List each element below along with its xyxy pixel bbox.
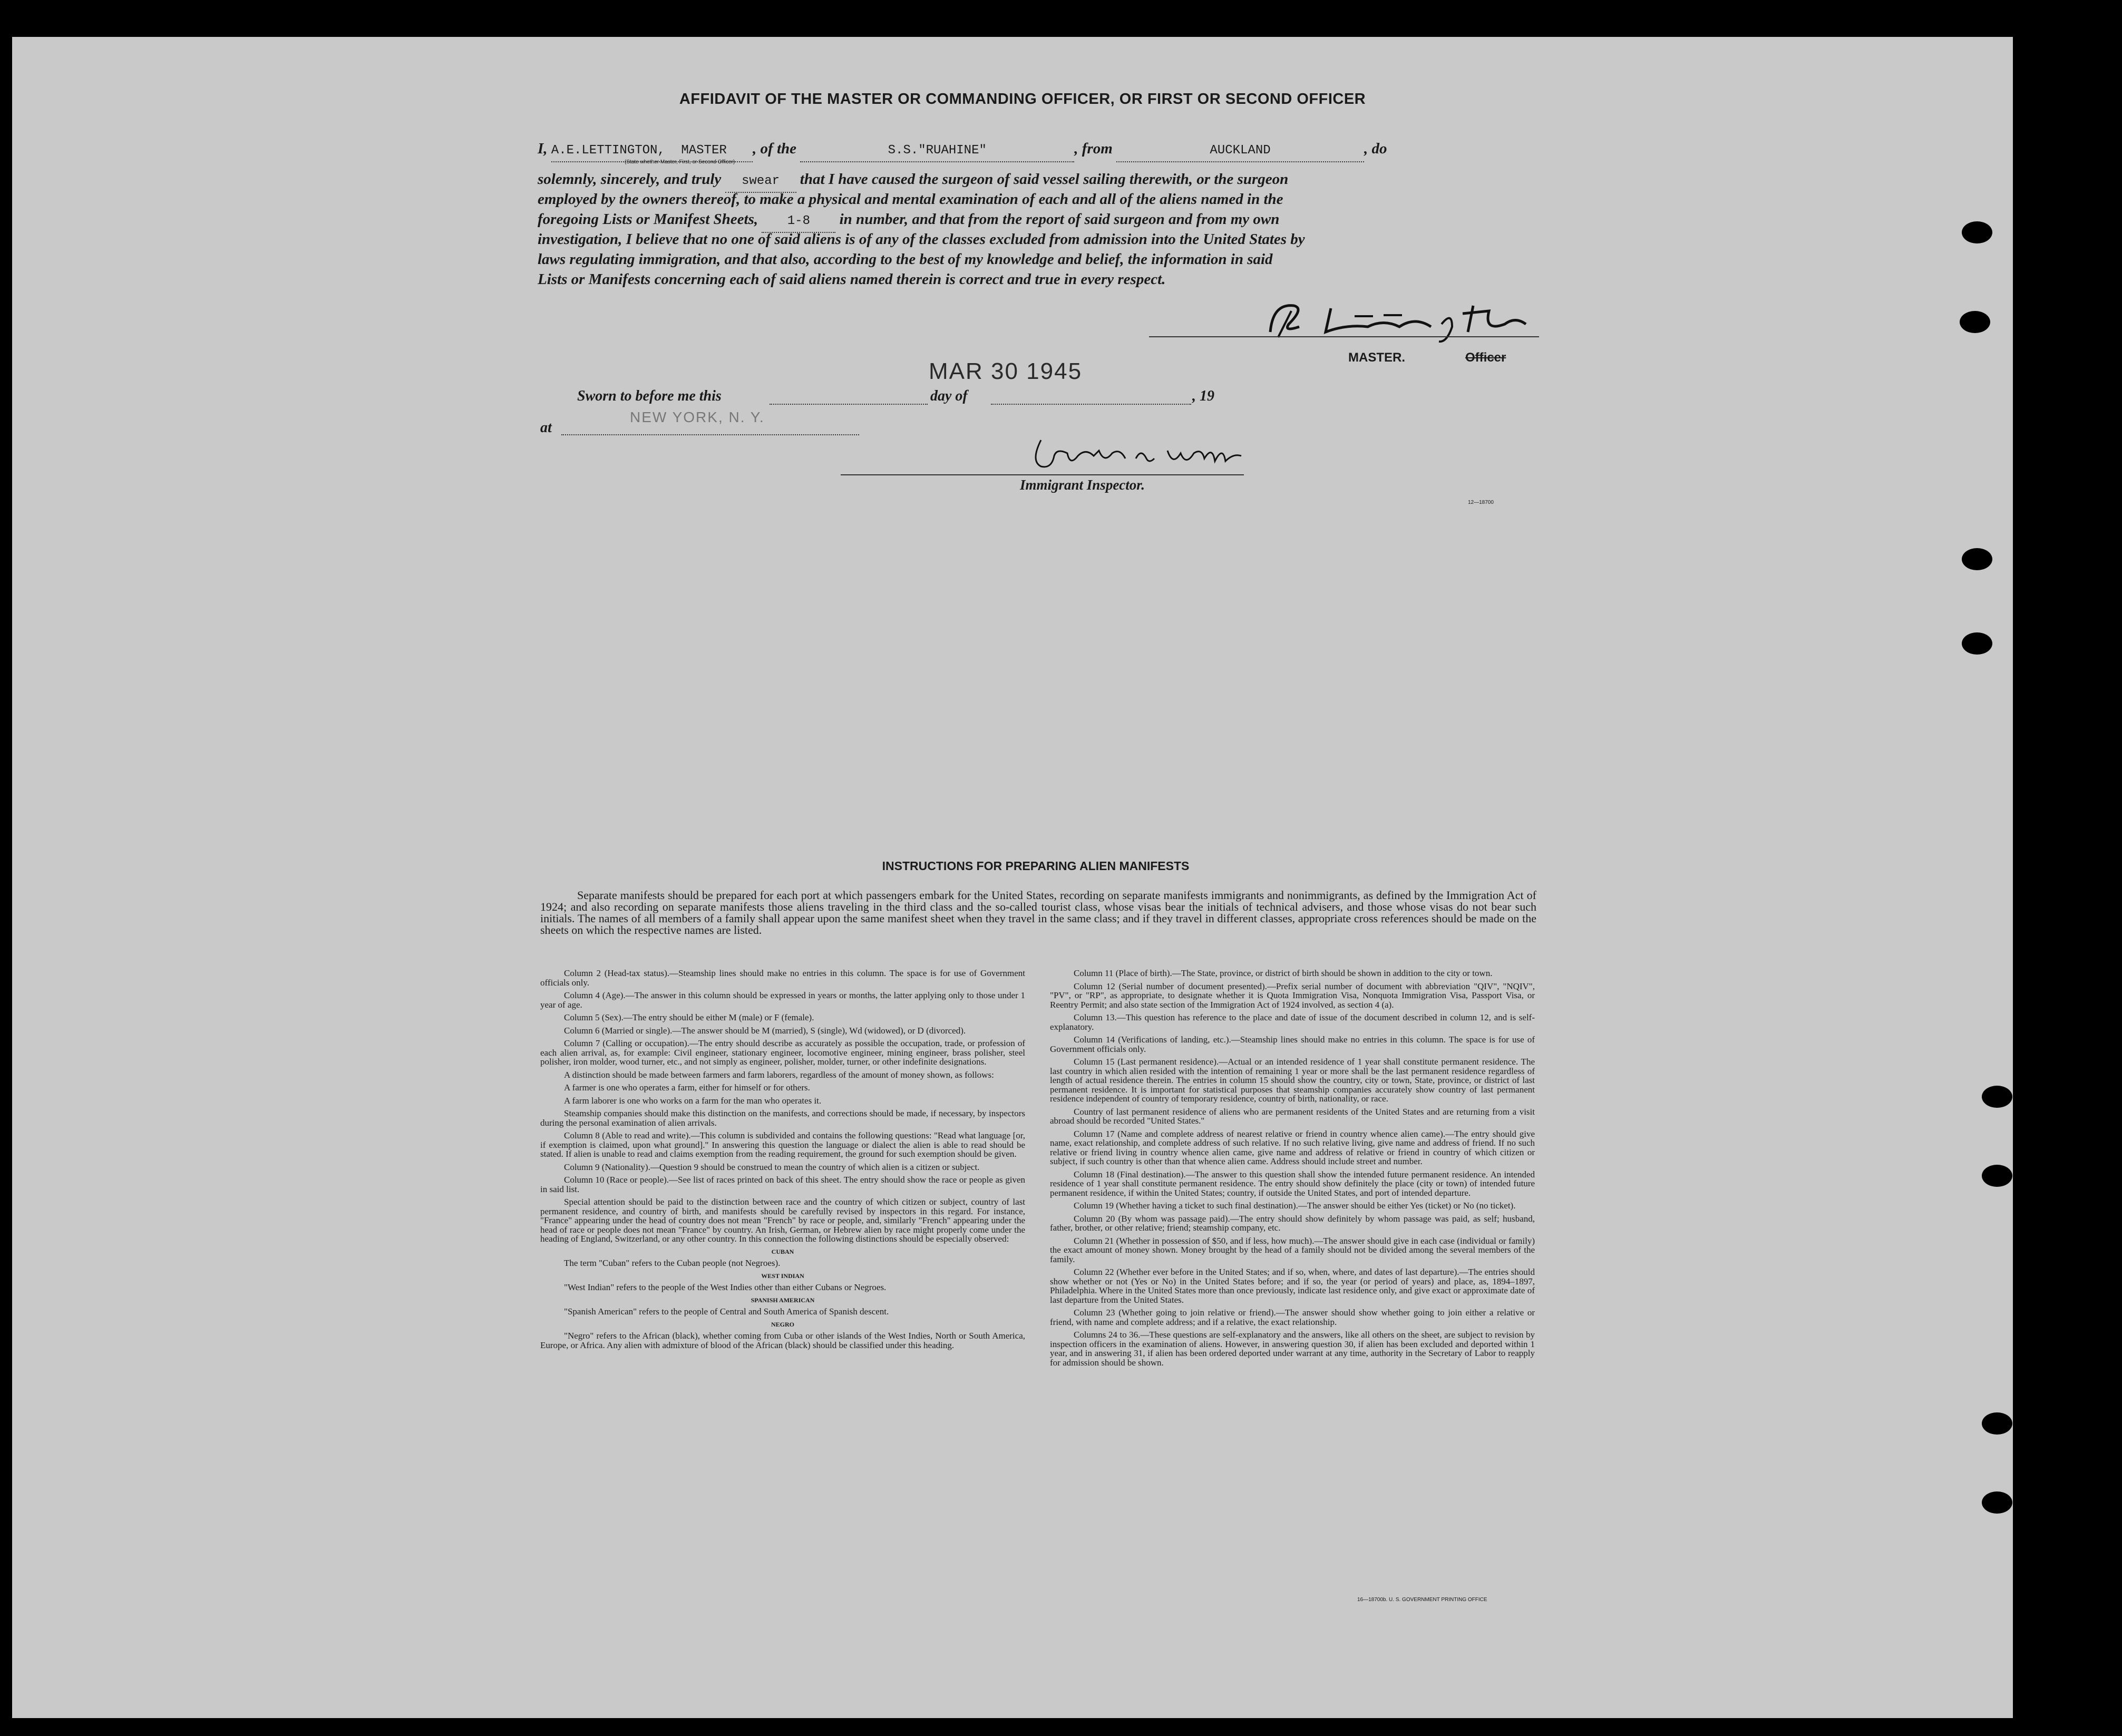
instruction-paragraph: Steamship companies should make this distinction on the manifests, and corrections should be made, if necessary, by inspectors during the personal examination of alien arrivals. [540, 1108, 1025, 1128]
affidavit-text: solemnly, sincerely, and truly [538, 171, 722, 188]
affidavit-text: that I have caused the surgeon of said vessel sailing therewith, or the surgeon [800, 171, 1289, 188]
binder-hole [1982, 1086, 2012, 1108]
affidavit-line-3: employed by the owners thereof, to make a physical and mental examination of each and all of the aliens named in the [538, 191, 1283, 208]
affidavit-text: , from [1074, 140, 1113, 157]
inspector-signature-line [841, 474, 1244, 475]
signature-line [1149, 336, 1539, 337]
instructions-left-column [540, 969, 1025, 1353]
affidavit-text: foregoing Lists or Manifest Sheets, [538, 211, 758, 228]
instruction-paragraph: Column 14 (Verifications of landing, etc.).—Steamship lines should make no entries in this column. The space is for use of Government officials only. [1050, 1035, 1535, 1054]
instructions-intro: Separate manifests should be prepared for each port at which passengers embark for the United States, recording on separate manifests immigrants and nonimmigrants, as defined by the Immigration Act of 1924; and also recording on separate manifests those aliens traveling in the third class and the so-called tourist class, whose visas bear the initials of technical advisers, and those whose visas do not bear such initials. The names of all members of a family shall appear upon the same manifest sheet when they travel in the same class; and if they travel in different classes, appropriate cross references should be made on the sheets on which the respective names are listed. [540, 889, 1536, 937]
departure-port: AUCKLAND [1116, 140, 1364, 162]
binder-hole [1962, 221, 1992, 243]
affidavit-title: AFFIDAVIT OF THE MASTER OR COMMANDING OFFICER, OR FIRST OR SECOND OFFICER [679, 91, 1366, 108]
rank-caption: (State whether Master, First, or Second Officer) [625, 159, 735, 165]
place-stamp: NEW YORK, N. Y. [630, 409, 765, 425]
affidavit-line-7: Lists or Manifests concerning each of said aliens named therein is correct and true in every respect. [538, 271, 1166, 288]
instruction-paragraph: Column 18 (Final destination).—The answer to this question shall show the intended future permanent residence. An intended residence of 1 year shall constitute permanent residence. The entry should show definitely the place (city or town) of intended future permanent residence, if within the United States; country, if outside the United States, and port of intended departure. [1050, 1169, 1535, 1198]
spanish-american-paragraph: "Spanish American" refers to the people of Central and South America of Spanish descent. [564, 1306, 889, 1316]
instruction-paragraph: Column 13.—This question has reference to the place and date of issue of the document described in column 12, and is self-explanatory. [1050, 1012, 1535, 1032]
instruction-paragraph: A farm laborer is one who works on a farm for the man who operates it. [564, 1095, 822, 1106]
instruction-paragraph: Column 12 (Serial number of document presented).—Prefix serial number of document with abbreviation "QIV", "NQIV", "PV", or "RP", as appropriate, to designate whether it is Quota Immigration Visa, Nonquota Immigration Visa, Passport Visa, or Reentry Permit; and also state section of the Immigration Act of 1924 involved, as section 4 (a). [1050, 981, 1535, 1010]
instruction-paragraph: Column 9 (Nationality).—Question 9 should be construed to mean the country of which alien is a citizen or subject. [564, 1162, 980, 1172]
binder-hole [1982, 1412, 2012, 1435]
instruction-paragraph: Column 20 (By whom was passage paid).—The entry should show definitely by whom passage was paid, as self; husband, father, brother, or other relative; friend; steamship company, etc. [1050, 1213, 1535, 1233]
vessel-name: S.S."RUAHINE" [800, 140, 1074, 162]
instructions-title: INSTRUCTIONS FOR PREPARING ALIEN MANIFESTS [882, 859, 1190, 873]
instruction-paragraph: Column 11 (Place of birth).—The State, province, or district of birth should be shown in addition to the city or town. [1074, 968, 1493, 978]
inspector-label: Immigrant Inspector. [1020, 477, 1145, 493]
instruction-paragraph: Column 7 (Calling or occupation).—The entry should describe as accurately as possible the occupation, trade, or profession of each alien arrival, as, for example: Civil engineer, stationary engineer, locomotive engineer, mining engineer, brass polisher, steel polisher, iron molder, wood turner, etc., and not simply as engineer, polisher, molder, turner, or other indefinite designations. [540, 1038, 1025, 1067]
master-name: A.E.LETTINGTON, [551, 140, 651, 162]
form-code: 12—18700 [1468, 500, 1494, 505]
sworn-month-field [991, 404, 1191, 405]
date-stamp: MAR 30 1945 [929, 358, 1083, 384]
instruction-paragraph: Column 8 (Able to read and write).—This column is subdivided and contains the following questions: "Read what language [or, if exemption is claimed, upon what ground]." In answering this question the language or dialect the alien is able to read should be stated. If alien is unable to read and claims exemption from the reading requirement, the ground for such exemption should be given. [540, 1130, 1025, 1159]
master-label: MASTER. [1348, 350, 1405, 365]
oath-type: swear [725, 171, 796, 193]
officer-rank: MASTER [655, 140, 753, 162]
instruction-paragraph: Column 23 (Whether going to join relative or friend).—The answer should show whether going to join either a relative or friend, with name and complete address; and if a relative, the exact relationship. [1050, 1308, 1535, 1327]
affidavit-text: , do [1364, 140, 1387, 157]
instruction-paragraph: Column 6 (Married or single).—The answer should be M (married), S (single), Wd (widowed), or D (divorced). [564, 1025, 966, 1036]
west-indian-paragraph: "West Indian" refers to the people of the West Indies other than either Cubans or Negroes. [564, 1282, 887, 1292]
spanish-american-heading: SPANISH AMERICAN [751, 1296, 815, 1304]
binder-hole [1982, 1491, 2012, 1514]
binder-hole [1982, 1165, 2012, 1187]
at-label: at [540, 420, 552, 436]
cuban-heading: CUBAN [771, 1247, 794, 1255]
negro-paragraph: "Negro" refers to the African (black), whether coming from Cuba or other islands of the West Indies, North or South America, Europe, or Africa. Any alien with admixture of blood of the African (black) should be classified under this heading. [540, 1331, 1025, 1350]
instruction-paragraph: Column 15 (Last permanent residence).—Actual or an intended residence of 1 year shall constitute permanent residence. The last country in which alien resided with the intention of remaining 1 year or more shall be the last permanent residence regardless of length of actual residence therein. The entries in column 15 should show the country, city or town, State, province, or district of last permanent residence. It is important for statistical purposes that steamship companies accurately show country of last permanent residence independent of country of temporary residence, country of birth, nationality, or race. [1050, 1057, 1535, 1104]
instruction-paragraph: Country of last permanent residence of aliens who are permanent residents of the United States and are returning from a visit abroad should be recorded "United States." [1050, 1106, 1535, 1126]
year-label: , 19 [1192, 388, 1214, 404]
instruction-paragraph: A distinction should be made between farmers and farm laborers, regardless of the amount of money shown, as follows: [564, 1069, 994, 1080]
instruction-paragraph: Column 10 (Race or people).—See list of races printed on back of this sheet. The entry should show the race or people as given in said list. [540, 1175, 1025, 1194]
affidavit-line-5: investigation, I believe that no one of said aliens is of any of the classes excluded from admission into the United States by [538, 231, 1305, 248]
instruction-paragraph: Special attention should be paid to the distinction between race and the country of which citizen or subject, country of last permanent residence, and country of birth, and manifests should be carefully revised by inspectors in this regard. For instance, "France" appearing under the head of country does not mean "French" by race or people, and, similarly "French" appearing under the head of race or people does not mean "France" by country. An Irish, German, or Hebrew alien by race might properly come under the heading of England, Switzerland, or any other country. In this connection the following distinctions should be especially observed: [540, 1197, 1025, 1244]
instruction-paragraph: Column 2 (Head-tax status).—Steamship lines should make no entries in this column. The space is for use of Government officials only. [540, 968, 1025, 988]
instruction-paragraph: Column 17 (Name and complete address of nearest relative or friend in country whence alien came).—The entry should give name, exact relationship, and complete address of such relative. If no such relative living, give name and address of friend. If no such relative or friend living in country whence alien came, give name and address of relative or friend in country of which citizen or subject, if such country is other than that whence alien came. Address should include street and number. [1050, 1128, 1535, 1166]
instruction-paragraph: A farmer is one who operates a farm, either for himself or for others. [564, 1082, 810, 1093]
sheet-count: 1-8 [762, 211, 835, 233]
cuban-paragraph: The term "Cuban" refers to the Cuban people (not Negroes). [564, 1258, 781, 1268]
master-signature [1262, 295, 1542, 343]
instruction-paragraph: Column 21 (Whether in possession of $50, and if less, how much).—The answer should give in each case (individual or family) the exact amount of money shown. Money brought by the head of a family should not be divided among the several members of the family. [1050, 1235, 1535, 1264]
instruction-paragraph: Columns 24 to 36.—These questions are self-explanatory and the answers, like all others on the sheet, are subject to revision by inspection officers in the examination of aliens. However, in answering question 30, if alien has been excluded and deported within 1 year, and in answering 31, if alien has been ordered deported under warrant at any time, authority in the Secretary of Labor to reapply for admission should be shown. [1050, 1330, 1535, 1368]
binder-hole [1962, 632, 1992, 655]
instruction-paragraph: Column 22 (Whether ever before in the United States; and if so, when, where, and dates of last departure).—The entries should show whether or not (Yes or No) in the United States before; and if so, the year (or period of years) and place, as, 1894–1897, Philadelphia. Where in the United States more than once previously, indicate last residence only, and give exact or approximate date of last departure from the United States. [1050, 1267, 1535, 1305]
instructions-right-column [1050, 969, 1535, 1371]
printing-office-code: 16—18700b. U. S. GOVERNMENT PRINTING OFFICE [1357, 1597, 1487, 1603]
west-indian-heading: WEST INDIAN [761, 1272, 804, 1280]
inspector-signature [1025, 435, 1252, 477]
binder-hole [1962, 548, 1992, 570]
affidavit-line-6: laws regulating immigration, and that also, according to the best of my knowledge and belief, the information in said [538, 251, 1273, 268]
binder-hole [1960, 311, 1990, 333]
instruction-paragraph: Column 4 (Age).—The answer in this column should be expressed in years or months, the latter applying only to those under 1 year of age. [540, 990, 1025, 1010]
instruction-paragraph: Column 5 (Sex).—The entry should be either M (male) or F (female). [564, 1012, 814, 1022]
affidavit-text: , of the [753, 140, 797, 157]
sworn-place-field [561, 434, 859, 435]
day-of-label: day of [930, 388, 968, 404]
affidavit-text: in number, and that from the report of said surgeon and from my own [839, 211, 1280, 228]
instruction-paragraph: Column 19 (Whether having a ticket to such final destination).—The answer should be either Yes (ticket) or No (no ticket). [1074, 1201, 1516, 1211]
officer-struck-label: Officer [1465, 350, 1506, 365]
sworn-day-field [770, 404, 928, 405]
sworn-label: Sworn to before me this [577, 388, 722, 404]
negro-heading: NEGRO [771, 1320, 794, 1328]
affidavit-text: I, [538, 140, 548, 157]
